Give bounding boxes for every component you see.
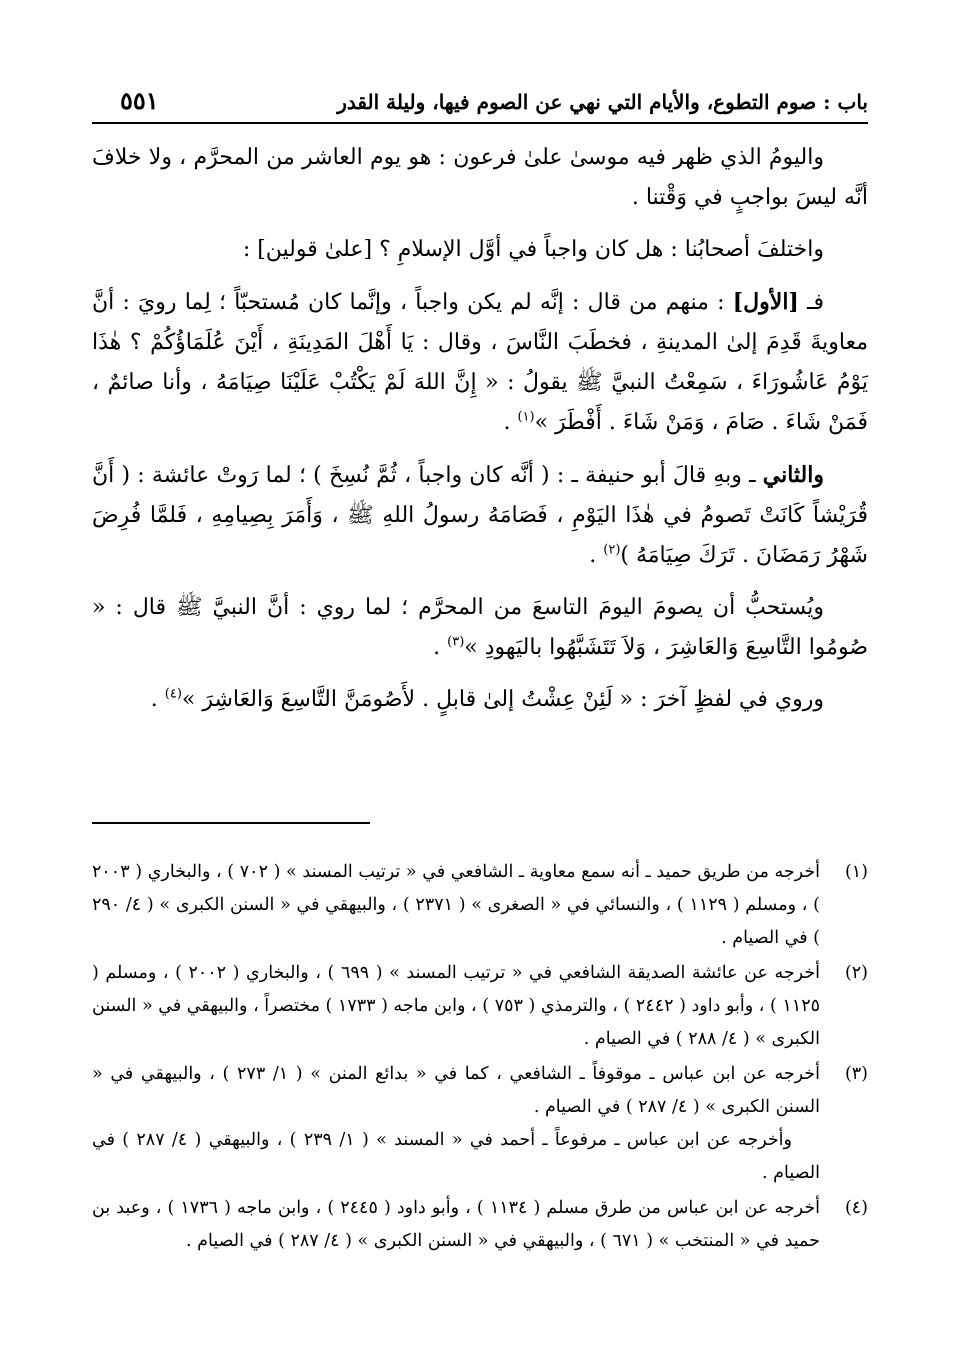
- footnote-separator: [92, 822, 370, 824]
- footnotes: [92, 856, 868, 1260]
- footnote-text: أخرجه من طريق حميد ـ أنه سمع معاوية ـ الشافعي في « ترتيب المسند » ( ٧٠٢ ) ، والبخاري ( ٢٠٠٣ ) ، ومسلم ( ١١٢٩ ) ، والنسائي في « الصغرى » ( ٢٣٧١ ) ، والبيهقي في « السنن الكبرى » ( ٤/ ٢٩٠ ) في الصيام .: [92, 862, 820, 948]
- first-opinion-label: [الأول]: [732, 289, 799, 315]
- paragraph-other-wording: [92, 680, 868, 720]
- footnote-text: أخرجه عن عائشة الصديقة الشافعي في « ترتيب المسند » ( ٦٩٩ ) ، والبخاري ( ٢٠٠٢ ) ، ومسلم ( ١١٢٥ ) ، وأبو داود ( ٢٤٤٢ ) ، والترمذي ( ٧٥٣ ) ، وابن ماجه ( ١٧٣٣ ) مختصراً ، والبيهقي في « السنن الكبرى » ( ٤/ ٢٨٨ ) في الصيام .: [92, 963, 820, 1049]
- ninth-day-text: ويُستحبُّ أن يصومَ اليومَ التاسعَ من المحرَّم ؛ لما روي : أنَّ النبيَّ ﷺ قال : « صُومُوا التَّاسِعَ وَالعَاشِرَ ، وَلاَ تَتَشَبَّهُوا باليَهودِ »: [92, 595, 868, 660]
- footnote-ref-3: (٣): [447, 634, 465, 650]
- second-opinion-label: والثاني: [762, 462, 824, 488]
- sentence-end: .: [589, 543, 604, 568]
- paragraph-ashura-day: واليومُ الذي ظهر فيه موسىٰ علىٰ فرعون : هو يوم العاشر من المحرَّم ، ولا خلافَ أنَّه ليسَ بواجبٍ في وَقْتنا .: [92, 145, 868, 210]
- footnote-number: (٤): [844, 1198, 868, 1218]
- main-text: [92, 138, 868, 732]
- paragraph-disagreement: واختلفَ أصحابُنا : هل كان واجباً في أوَّل الإسلامِ ؟ [علىٰ قولين] :: [242, 237, 824, 262]
- page-number: ٥٥١: [120, 86, 159, 115]
- paragraph-second-opinion: [92, 455, 868, 576]
- paragraph-ninth-day: [92, 588, 868, 668]
- footnote-continuation: وأخرجه عن ابن عباس ـ مرفوعاً ـ أحمد في « المسند » ( ١/ ٢٣٩ ) ، والبيهقي ( ٤/ ٢٨٧ ) في الصيام .: [92, 1130, 820, 1183]
- footnote-2: [92, 957, 868, 1056]
- sentence-end: .: [433, 635, 448, 660]
- footnote-number: (٢): [844, 963, 868, 983]
- chapter-title: باب : صوم التطوع، والأيام التي نهي عن الصوم فيها، وليلة القدر: [337, 90, 868, 114]
- footnote-text: أخرجه عن ابن عباس من طرق مسلم ( ١١٣٤ ) ، وأبو داود ( ٢٤٤٥ ) ، وابن ماجه ( ١٧٣٦ ) ، وعبد بن حميد في « المنتخب » ( ٦٧١ ) ، والبيهقي في « السنن الكبرى » ( ٤/ ٢٨٧ ) في الصيام .: [92, 1198, 821, 1251]
- prefix: فـ: [798, 290, 824, 315]
- footnote-4: [92, 1192, 868, 1258]
- sentence-end: .: [503, 410, 518, 435]
- page-header: [92, 84, 868, 124]
- footnote-1: [92, 856, 868, 955]
- footnote-number: (٣): [844, 1064, 868, 1084]
- footnote-number: (١): [844, 862, 868, 882]
- footnote-ref-1: (١): [517, 409, 535, 425]
- other-wording-text: وروي في لفظٍ آخرَ : « لَئِنْ عِشْتُ إلىٰ قابلٍ . لأَصُومَنَّ التَّاسِعَ وَالعَاشِرَ »: [181, 687, 824, 712]
- footnote-ref-2: (٢): [603, 542, 621, 558]
- footnote-ref-4: (٤): [164, 686, 182, 702]
- first-opinion-text: : منهم من قال : إنَّه لم يكن واجباً ، وإنَّما كان مُستحبّاً ؛ لِما رويَ : أنَّ معاويةَ قَدِمَ إلىٰ المدينةِ ، فخطَبَ النَّاسَ ، وقال : يَا أَهْلَ المَدِينَةِ ، أَيْنَ عُلَمَاؤُكُمْ ؟ هٰذَا يَوْمُ عَاشُورَاءَ ، سَمِعْتُ النبيَّ ﷺ يقولُ : « إِنَّ اللهَ لَمْ يَكْتُبْ عَلَيْنَا صِيَامَهُ ، وأنا صائمٌ ، فَمَنْ شَاءَ . صَامَ ، وَمَنْ شَاءَ . أَفْطَرَ »: [92, 290, 868, 435]
- second-opinion-text: ـ وبهِ قالَ أبو حنيفة ـ : ( أنَّه كان واجباً ، ثُمَّ نُسِخَ ) ؛ لما رَوتْ عائشة : ( أَنَّ قُرَيْشاً كَانَتْ تَصومُ في هٰذَا اليَوْمِ ، فَصَامَهُ رسولُ اللهِ ﷺ ، وَأَمَرَ بِصِيامِهِ ، فَلمَّا فُرِضَ شَهْرُ رَمَضَانَ . تَرَكَ صِيَامَهُ ): [92, 463, 868, 568]
- footnote-3: [92, 1058, 868, 1190]
- paragraph-first-opinion: [92, 282, 868, 443]
- sentence-end: .: [150, 687, 165, 712]
- footnote-text: أخرجه عن ابن عباس ـ موقوفاً ـ الشافعي ، كما في « بدائع المنن » ( ١/ ٢٧٣ ) ، والبيهقي في « السنن الكبرى » ( ٤/ ٢٨٧ ) في الصيام .: [92, 1064, 820, 1117]
